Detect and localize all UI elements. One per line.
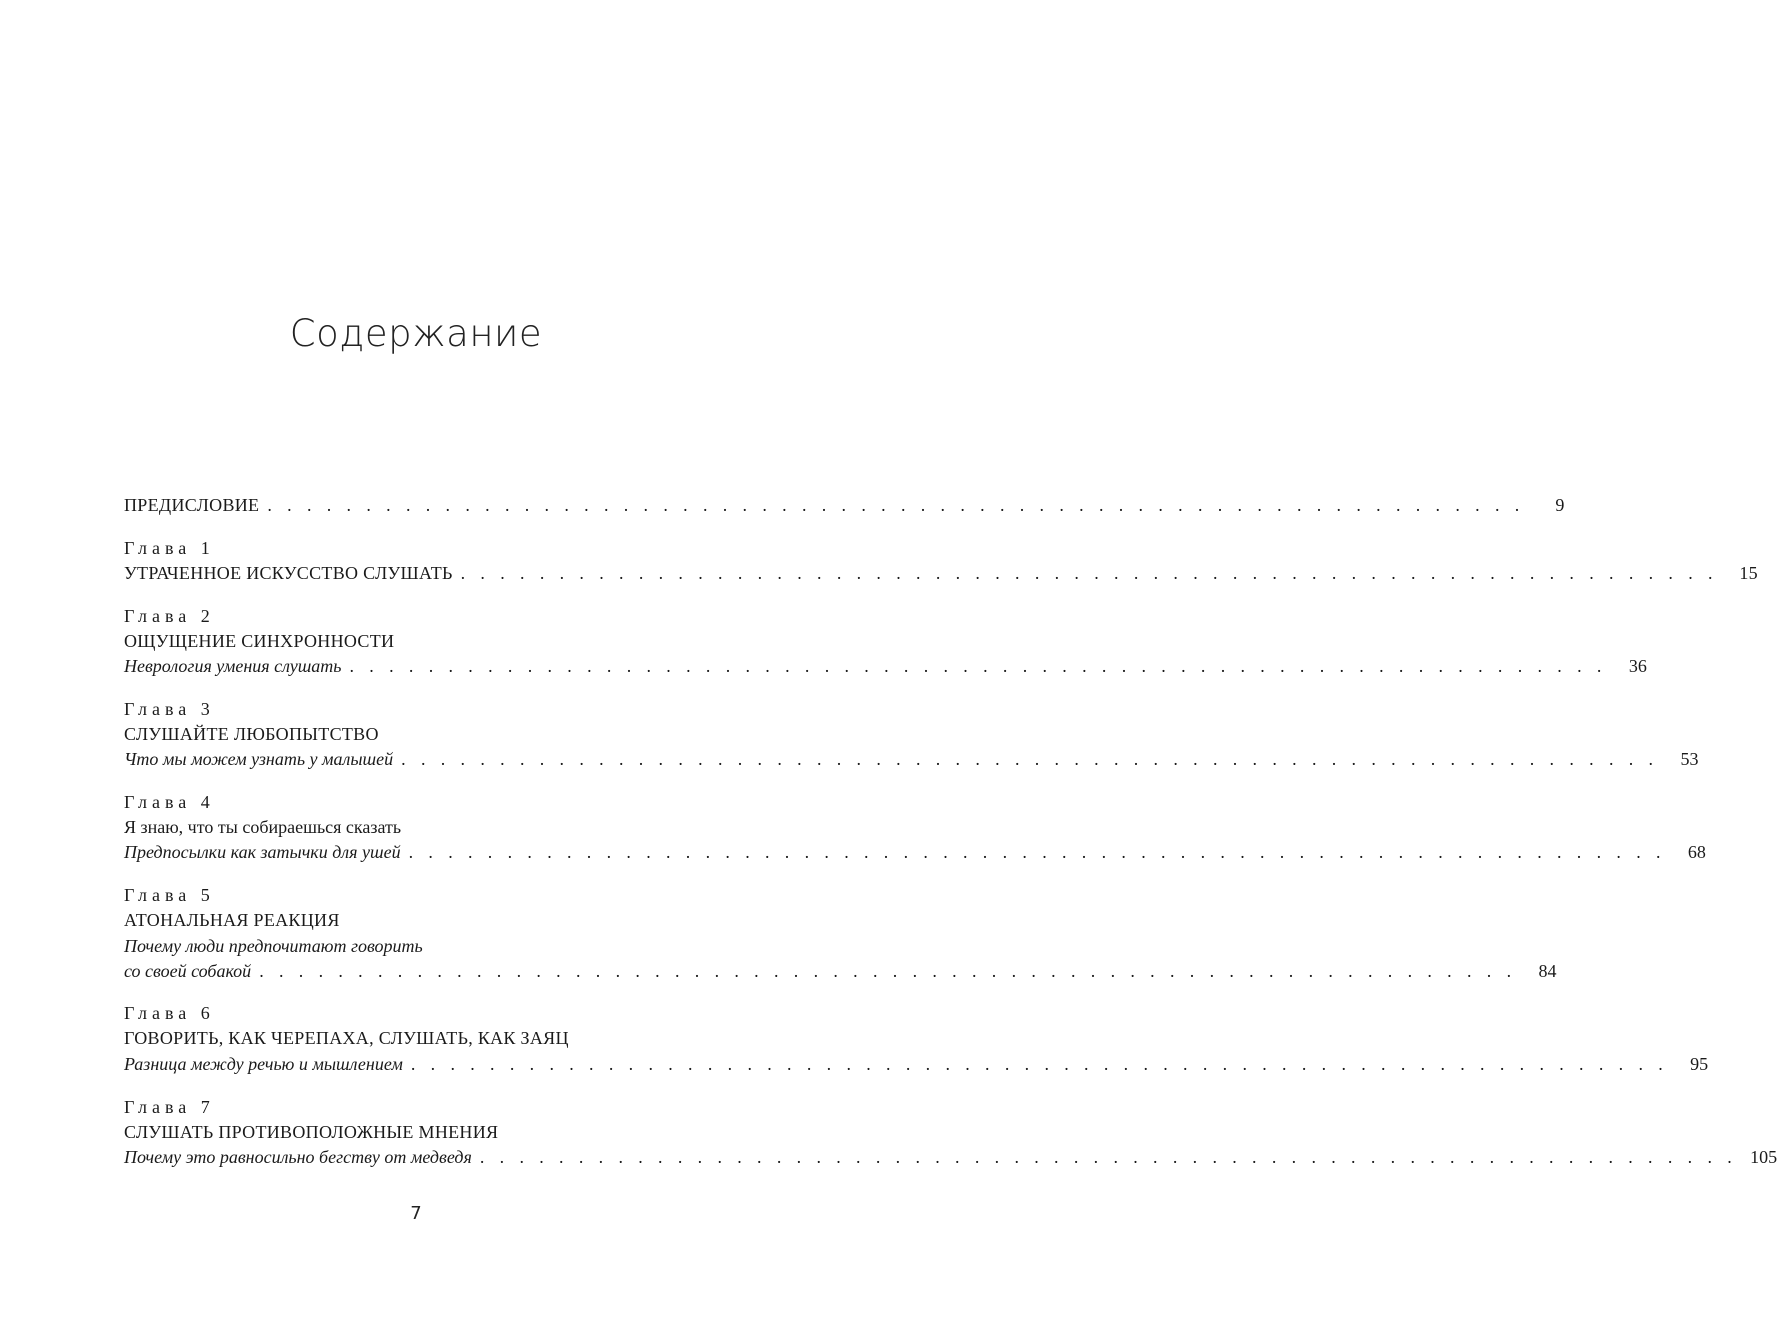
page-number: 68 [1687, 842, 1706, 862]
page-number: 95 [1690, 1054, 1709, 1074]
entry-subtitle: Что мы можем узнать у малышей [124, 749, 394, 769]
table-of-contents [124, 0, 1777, 1329]
page-number: 53 [1680, 749, 1699, 769]
toc-entry-chapter-6[interactable] [124, 1052, 1709, 1076]
entry-subtitle: со своей собакой [124, 961, 252, 981]
chapter-label: Глава 2 [124, 606, 215, 626]
toc-entry-chapter-5[interactable] [124, 959, 1557, 983]
chapter-label: Глава 6 [124, 1003, 215, 1023]
chapter-title: ОЩУЩЕНИЕ СИНХРОННОСТИ [124, 631, 395, 651]
dot-leader: . . . . . . . . . . . . . . . . . . . . . . . . . . . . . . . . . . . . . . . . . . . . . . . . . . . . . . . . . . . . . . . . [401, 749, 1659, 769]
chapter-title: СЛУШАТЬ ПРОТИВОПОЛОЖНЫЕ МНЕНИЯ [124, 1122, 499, 1142]
dot-leader: . . . . . . . . . . . . . . . . . . . . . . . . . . . . . . . . . . . . . . . . . . . . . . . . . . . . . . . . . . . . . . . . [349, 656, 1607, 676]
page-number: 15 [1739, 563, 1758, 583]
page-number: 105 [1750, 1147, 1777, 1167]
dot-leader: . . . . . . . . . . . . . . . . . . . . . . . . . . . . . . . . . . . . . . . . . . . . . . . . . . . . . . . . . . . . . . . . [267, 495, 1525, 515]
chapter-title: Я знаю, что ты собираешься сказать [124, 817, 402, 837]
dot-leader: . . . . . . . . . . . . . . . . . . . . . . . . . . . . . . . . . . . . . . . . . . . . . . . . . . . . . . . . . . . . . . . . [408, 842, 1666, 862]
entry-title: УТРАЧЕННОЕ ИСКУССТВО СЛУШАТЬ [124, 563, 453, 583]
toc-entry-chapter-3[interactable] [124, 747, 1699, 771]
page-title: Содержание [289, 312, 543, 355]
chapter-label: Глава 4 [124, 792, 215, 812]
toc-entry-chapter-4[interactable] [124, 840, 1706, 864]
chapter-label: Глава 5 [124, 885, 215, 905]
page-folio: 7 [410, 1203, 422, 1224]
toc-entry-chapter-1[interactable] [124, 561, 1758, 585]
chapter-title: ГОВОРИТЬ, КАК ЧЕРЕПАХА, СЛУШАТЬ, КАК ЗАЯЦ [124, 1028, 569, 1048]
entry-subtitle: Неврология умения слушать [124, 656, 342, 676]
chapter-label: Глава 7 [124, 1097, 215, 1117]
page-number: 36 [1628, 656, 1647, 676]
chapter-title: СЛУШАЙТЕ ЛЮБОПЫТСТВО [124, 724, 379, 744]
toc-entry-chapter-2[interactable] [124, 654, 1647, 678]
chapter-label: Глава 1 [124, 538, 215, 558]
dot-leader: . . . . . . . . . . . . . . . . . . . . . . . . . . . . . . . . . . . . . . . . . . . . . . . . . . . . . . . . . . . . . . . . [460, 563, 1718, 583]
dot-leader: . . . . . . . . . . . . . . . . . . . . . . . . . . . . . . . . . . . . . . . . . . . . . . . . . . . . . . . . . . . . . . . . [410, 1054, 1669, 1074]
entry-subtitle: Почему это равносильно бегству от медведя [124, 1147, 472, 1167]
page-number: 9 [1555, 495, 1565, 515]
entry-subtitle: Разница между речью и мышлением [124, 1054, 403, 1074]
page-number: 84 [1538, 961, 1557, 981]
toc-entry-preface[interactable] [124, 493, 1565, 517]
chapter-label: Глава 3 [124, 699, 215, 719]
dot-leader: . . . . . . . . . . . . . . . . . . . . . . . . . . . . . . . . . . . . . . . . . . . . . . . . . . . . . . . . . . . . . . . . [259, 961, 1517, 981]
entry-subtitle: Предпосылки как затычки для ушей [124, 842, 401, 862]
entry-subtitle: Почему люди предпочитают говорить [124, 936, 423, 956]
chapter-title: АТОНАЛЬНАЯ РЕАКЦИЯ [124, 910, 340, 930]
dot-leader: . . . . . . . . . . . . . . . . . . . . . . . . . . . . . . . . . . . . . . . . . . . . . . . . . . . . . . . . . . . . . . . . [479, 1147, 1738, 1167]
toc-entry-chapter-7[interactable] [124, 1145, 1777, 1169]
entry-title: ПРЕДИСЛОВИЕ [124, 495, 260, 515]
